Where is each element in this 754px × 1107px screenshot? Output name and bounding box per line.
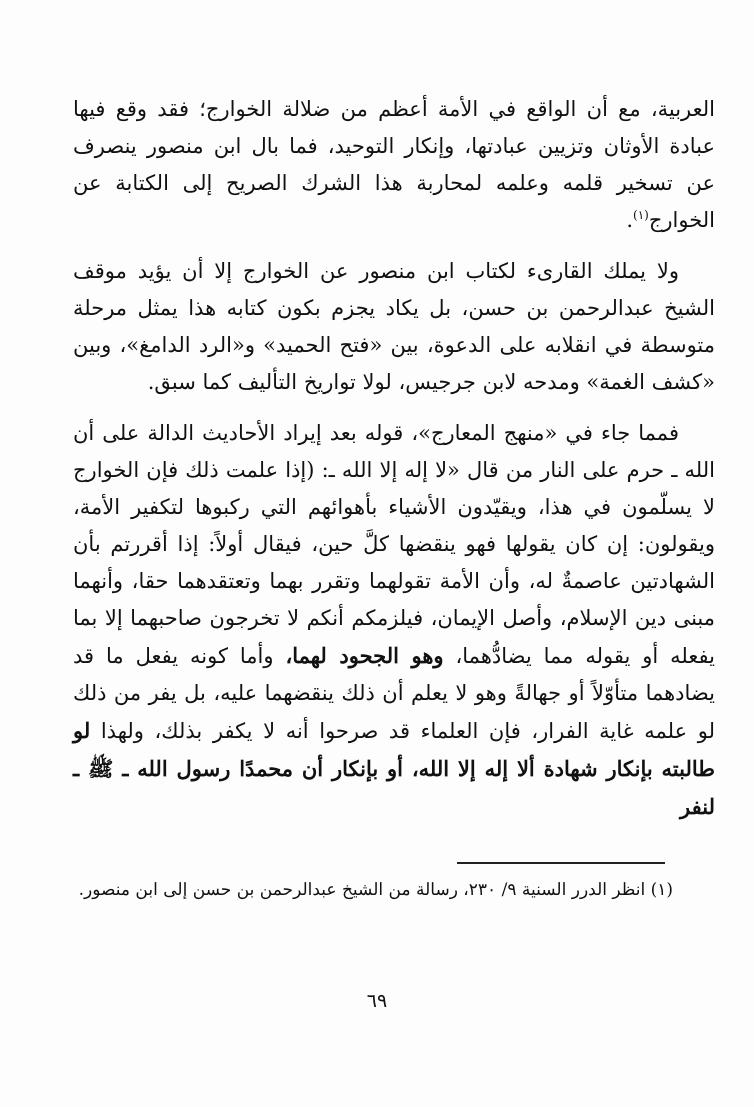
footnote-marker: (١)	[650, 880, 673, 900]
main-text	[73, 91, 715, 840]
paragraph-3	[73, 415, 715, 826]
paragraph-3-bold-a: وهو الجحود لهما،	[285, 643, 444, 668]
paragraph-3-bold-b: لو طالبته بإنكار شهادة ألا إله إلا الله، أو بإنكار أن محمدًا رسول الله ـ ﷺ ـ لنفر	[73, 718, 715, 819]
page-number: ٦٩	[366, 990, 388, 1012]
footnote-text: انظر الدرر السنية ٩/ ٢٣٠، رسالة من الشيخ عبدالرحمن بن حسن إلى ابن منصور.	[78, 880, 646, 900]
paragraph-3-text-b: وأما كونه يفعل ما قد يضادهما متأوّلاً أو جهالةً وهو لا يعلم أن ذلك ينقضهما عليه، بل يفر من ذلك لو علمه غاية الفرار، فإن العلماء قد صرحوا أنه لا يكفر بذلك، ولهذا	[73, 644, 715, 743]
paragraph-2: ولا يملك القارىء لكتاب ابن منصور عن الخوارج إلا أن يؤيد موقف الشيخ عبدالرحمن بن حسن، بل يكاد يجزم بكون كتابه هذا يمثل مرحلة متوسطة في انقلابه على الدعوة، بين «فتح الحميد» و«الرد الدامغ»، وبين «كشف الغمة» ومدحه لابن جرجيس، لولا تواريخ التأليف كما سبق.	[73, 259, 715, 394]
footnote-separator	[457, 862, 665, 864]
paragraph-3-text-a: فمما جاء في «منهج المعارج»، قوله بعد إيراد الأحاديث الدالة على أن الله ـ حرم على النار من قال «لا إله إلا الله ـ: (إذا علمت ذلك فإن الخوارج لا يسلّمون في هذا، ويقيّدون الأشياء بأهوائهم التي ركبوها لتكفير الأمة، ويقولون: إن كان يقولها فهو ينقضها كلَّ حين، فيقال أولاً: إذا أقررتم بأن الشهادتين عاصمةٌ له، وأن الأمة تقولهما وتقرر بهما وتعتقدهما حقا، وأنهما مبنى دين الإسلام، وأصل الإيمان، فيلزمكم أنكم لا تخرجون صاحبهما إلا بما يفعله أو يقوله مما يضادُّهما،	[73, 421, 715, 668]
paragraph-1	[73, 91, 715, 239]
footnote	[73, 875, 673, 905]
paragraph-1-text: العربية، مع أن الواقع في الأمة أعظم من ضلالة الخوارج؛ فقد وقع فيها عبادة الأوثان وتزيين عبادتها، وإنكار التوحيد، فما بال ابن منصور ينصرف عن تسخير قلمه وعلمه لمحاربة هذا الشرك الصريح إلى الكتابة عن الخوارج	[73, 97, 715, 232]
footnote-reference: (١)	[633, 208, 649, 222]
paragraph-1-end: .	[626, 208, 633, 232]
